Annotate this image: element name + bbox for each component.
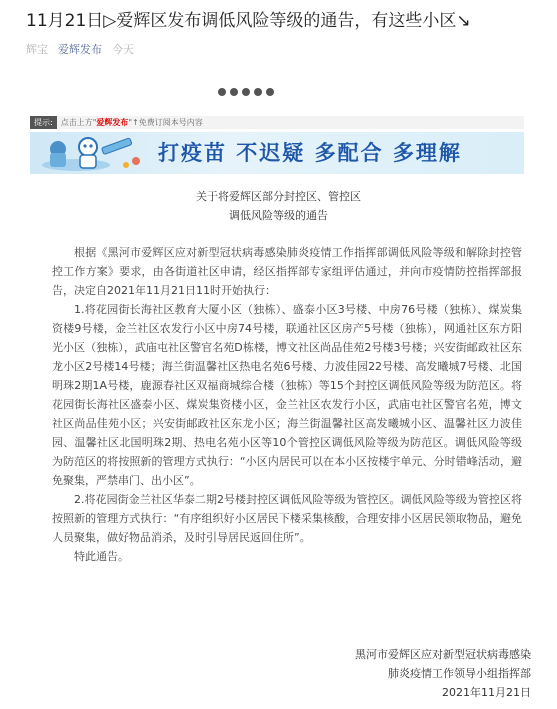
author-name: 辉宝 [26, 43, 48, 56]
divider-dots [218, 88, 274, 96]
signature-line1: 黑河市爱辉区应对新型冠状病毒感染 [355, 648, 531, 661]
publish-date: 今天 [112, 43, 134, 56]
notice-title-line2: 调低风险等级的通告 [229, 209, 328, 222]
tip-tag: 提示: [30, 116, 57, 129]
notice-paragraph: 根据《黑河市爱辉区应对新型冠状病毒感染肺炎疫情工作指挥部调低风险等级和解除封控管控工作方案》要求，由各街道社区申请，经区指挥部专家组评估通过，并向市疫情防控指挥部报告，决定自2021年11月21日11时开始执行： [52, 246, 522, 297]
vaccine-doctor-icon [36, 135, 148, 171]
vaccine-banner [30, 132, 524, 174]
article-title: 11月21日▷爱辉区发布调低风险等级的通告，有这些小区↘ [26, 11, 471, 31]
notice-paragraph: 特此通告。 [74, 550, 129, 563]
subscribe-tip: 提示: 点击上方"爱辉发布"↑免费订阅本号内容 [30, 116, 524, 129]
article-meta [26, 41, 134, 57]
account-link[interactable]: 爱辉发布 [58, 43, 102, 56]
banner-slogan: 打疫苗 不迟疑 多配合 多理解 [158, 141, 462, 165]
tip-account-link[interactable]: 爱辉发布 [96, 118, 129, 127]
notice-paragraph: 1.将花园街长海社区教育大厦小区（独栋）、盛泰小区3号楼、中房76号楼（独栋）、煤炭集资楼9号楼，金兰社区农发行小区中房74号楼，联通社区区房产5号楼（独栋），网通社区东方阳光小区（独栋），武庙屯社区警官名苑D栋楼，博文社区尚品佳苑2号楼3号楼；兴安街邮政社区东龙小区2号楼14号楼；海兰街温馨社区热电名苑6号楼、力波佳园22号楼、高发曦城7号楼、北国明珠2期1A号楼，鹿源春社区双福商城综合楼（独栋）等15个封控区调低风险等级为防范区。将花园街长海社区盛泰小区、煤炭集资楼小区，金兰社区农发行小区，武庙屯社区警官名苑，博文社区尚品佳苑小区；兴安街邮政社区东龙小区；海兰街温馨社区高发曦城小区、温馨社区力波佳园、温馨社区北国明珠2期、热电名苑小区等10个管控区调低风险等级为防范区。调低风险等级为防范区的将按照新的管理方式执行：“小区内居民可以在本小区按楼宇单元、分时错峰活动，避免聚集，严禁串门、出小区”。 [52, 303, 522, 487]
signature-line2: 肺炎疫情工作领导小组指挥部 [388, 667, 531, 680]
notice-paragraph: 2.将花园街金兰社区华泰二期2号楼封控区调低风险等级为管控区。调低风险等级为管控区将按照新的管理方式执行：“有序组织好小区居民下楼采集核酸，合理安排小区居民领取物品，避免人员聚集，做好物品消杀，及时引导居民返回住所”。 [52, 493, 522, 544]
notice-body [52, 243, 522, 566]
notice-title-line1: 关于将爱辉区部分封控区、管控区 [196, 190, 361, 203]
signature-date: 2021年11月21日 [442, 686, 531, 699]
